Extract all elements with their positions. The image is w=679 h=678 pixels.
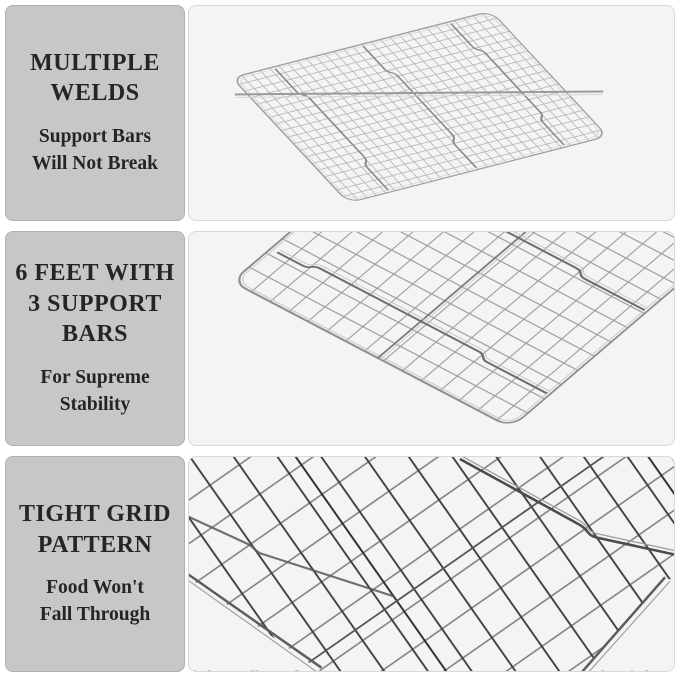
heading-line: MULTIPLE [30,49,160,76]
subtext-line: Will Not Break [31,152,159,174]
feature-text-box [5,456,185,672]
subtext-line: Food Won't [46,577,144,599]
wire-grid [232,11,608,203]
heading-line: 6 FEET WITH [15,260,175,287]
heading-line: WELDS [50,80,140,107]
feature-heading [19,499,171,560]
feature-panel-multiple-welds [5,5,675,221]
heading-line: TIGHT GRID [19,501,171,528]
feature-subtext [40,365,149,419]
heading-line: BARS [61,321,129,348]
feature-text-box [5,231,185,447]
subtext-line: Fall Through [39,604,151,626]
feature-subtext [40,575,150,629]
feature-text-box [5,5,185,221]
feature-heading [30,48,160,109]
subtext-line: Stability [59,393,131,415]
wire-grid [232,232,674,428]
grid-closeup-illustration [189,457,674,671]
rack-full-view-illustration [189,6,674,220]
heading-line: 3 SUPPORT [28,290,162,317]
subtext-line: Support Bars [38,125,152,147]
feature-panel-support-bars [5,231,675,447]
feature-subtext [32,124,158,178]
feature-image-full-rack [188,5,675,221]
feature-panel-tight-grid [5,456,675,672]
feature-heading [15,258,174,349]
feature-image-rack-corner [188,231,675,447]
heading-line: PATTERN [37,531,153,558]
rack-corner-illustration [189,232,674,446]
subtext-line: For Supreme [40,366,150,388]
feature-image-grid-closeup [188,456,675,672]
